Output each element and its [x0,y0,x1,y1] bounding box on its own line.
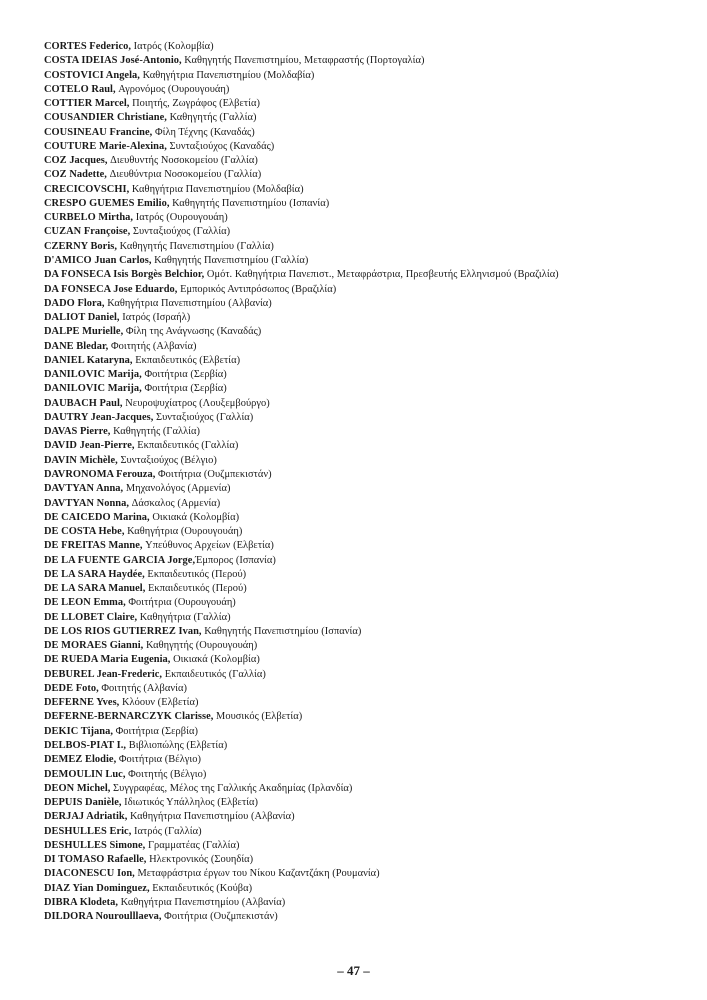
list-item [44,810,684,824]
list-item [44,154,684,168]
entry-name: DIAZ Yian Dominguez, [44,882,150,894]
entry-name: DAVAS Pierre, [44,426,111,438]
entry-description: Καθηγητής Πανεπιστημίου (Ισπανία) [201,625,362,637]
list-item [44,539,684,553]
entry-description: Καθηγήτρια Πανεπιστημίου (Μολδαβία) [139,69,315,81]
list-item [44,639,684,653]
entry-description: Καθηγήτρια (Ουρουγουάη) [124,526,243,538]
list-item [44,183,684,197]
entry-name: DAVRONOMA Ferouza, [44,468,156,480]
list-item [44,554,684,568]
entry-name: DEMOULIN Luc, [44,768,126,780]
entry-name: DE LEON Emma, [44,597,126,609]
entry-name: DE LLOBET Claire, [44,611,138,623]
entry-description: Ιδιωτικός Υπάλληλος (Ελβετία) [121,797,259,809]
entry-description: Φοιτήτρια (Ουρουγουάη) [125,597,236,609]
entry-name: COSTA IDEIAS José-Antonio, [44,55,182,67]
entry-description: Φίλη Τέχνης (Καναδάς) [152,126,255,138]
list-item [44,40,684,54]
list-item [44,382,684,396]
entry-description: Εκπαιδευτικός (Περού) [144,568,247,580]
entry-description: Φοιτήτρια (Βέλγιο) [116,754,202,766]
page-number: – 47 – [337,963,370,978]
entry-name: DIBRA Klodeta, [44,896,119,908]
list-item [44,254,684,268]
entry-description: Μουσικός (Ελβετία) [213,711,303,723]
entry-name: DANIEL Kataryna, [44,354,133,366]
entry-name: DA FONSECA Isis Borgès Belchior, [44,269,205,281]
entry-name: CURBELO Mirtha, [44,212,134,224]
entry-description: Φοιτητής (Αλβανία) [98,682,187,694]
entry-description: Ποιητής, Ζωγράφος (Ελβετία) [129,98,260,110]
entry-description: Καθηγητής (Γαλλία) [110,426,201,438]
entry-name: DE LA SARA Manuel, [44,583,146,595]
entry-name: DEON Michel, [44,782,111,794]
entry-name: DE CAICEDO Marina, [44,511,150,523]
entry-name: CRECICOVSCHI, [44,183,130,195]
entry-description: Γραμματέας (Γαλλία) [145,839,240,851]
entry-description: Εκπαιδευτικός (Γαλλία) [162,668,266,680]
list-item [44,454,684,468]
entry-description: Καθηγητής Πανεπιστημίου, Μεταφραστής (Πορτογαλία) [181,55,425,67]
entry-description: Φοιτήτρια (Ουζμπεκιστάν) [155,468,272,480]
entry-description: Εκπαιδευτικός (Κούβα) [149,882,253,894]
entry-name: COUTURE Marie-Alexina, [44,140,167,152]
entry-description: Βιβλιοπώλης (Ελβετία) [126,740,228,752]
entry-description: Εμπορικός Αντιπρόσωπος (Βραζιλία) [177,283,337,295]
entry-name: CRESPO GUEMES Emilio, [44,197,170,209]
entry-name: DEPUIS Danièle, [44,797,122,809]
entry-name: DE COSTA Hebe, [44,526,125,538]
list-item [44,853,684,867]
entry-description: Εκπαιδευτικός (Ελβετία) [132,354,241,366]
entry-description: Διευθύντρια Νοσοκομείου (Γαλλία) [106,169,262,181]
entry-name: DESHULLES Simone, [44,839,146,851]
entry-description: Κλόουν (Ελβετία) [119,697,199,709]
entry-name: DAVTYAN Anna, [44,483,124,495]
entry-description: Καθηγητής Πανεπιστημίου (Γαλλία) [117,240,274,252]
entry-name: DI TOMASO Rafaelle, [44,854,147,866]
entry-name: CUZAN Françoise, [44,226,131,238]
entry-description: Ιατρός (Ισραήλ) [119,312,191,324]
entry-name: DALIOT Daniel, [44,312,120,324]
entry-name: D'AMICO Juan Carlos, [44,254,152,266]
list-item [44,625,684,639]
entry-description: Καθηγήτρια Πανεπιστημίου (Αλβανία) [104,297,272,309]
entry-description: Ομότ. Καθηγήτρια Πανεπιστ., Μεταφράστρια, Πρεσβευτής Ελληνισμού (Βραζιλία) [204,269,559,281]
list-item [44,211,684,225]
entry-description: Καθηγητής (Γαλλία) [166,112,257,124]
list-item [44,368,684,382]
entry-description: Συγγραφέας, Μέλος της Γαλλικής Ακαδημίας (Ιρλανδία) [110,782,353,794]
list-item [44,839,684,853]
entry-description: Φοιτήτρια (Σερβία) [141,383,227,395]
entry-description: Νευροψυχίατρος (Λουξεμβούργο) [122,397,270,409]
entry-name: DILDORA Nouroulllaeva, [44,911,162,923]
list-item [44,725,684,739]
entry-name: DAVID Jean-Pierre, [44,440,135,452]
list-item [44,596,684,610]
list-item [44,325,684,339]
list-item [44,753,684,767]
entry-description: Έμπορος (Ισπανία) [195,554,276,566]
entry-name: DEDE Foto, [44,682,99,694]
list-item [44,225,684,239]
list-item [44,268,684,282]
entry-description: Μηχανολόγος (Αρμενία) [123,483,231,495]
list-item [44,696,684,710]
list-item [44,525,684,539]
entry-description: Συνταξιούχος (Βέλγιο) [117,454,217,466]
entry-description: Εκπαιδευτικός (Περού) [145,583,247,595]
entry-name: COUSINEAU Francine, [44,126,153,138]
entry-description: Φοιτήτρια (Σερβία) [112,725,198,737]
list-item [44,69,684,83]
entry-description: Φίλη της Ανάγνωσης (Καναδάς) [123,326,262,338]
entry-description: Υπεύθυνος Αρχείων (Ελβετία) [142,540,274,552]
list-item [44,140,684,154]
entry-name: CORTES Federico, [44,41,132,52]
entry-name: DELBOS-PIAT I., [44,740,127,752]
list-item [44,482,684,496]
entry-name: DE LA FUENTE GARCIA Jorge, [44,554,196,566]
entry-description: Καθηγητής (Ουρουγουάη) [143,640,258,652]
entry-description: Μεταφράστρια έργων του Νίκου Καζαντζάκη (Ρουμανία) [134,868,380,880]
list-item [44,511,684,525]
name-list [44,40,684,924]
list-item [44,568,684,582]
entry-name: DALPE Murielle, [44,326,124,338]
entry-name: COUSANDIER Christiane, [44,112,167,124]
entry-description: Δάσκαλος (Αρμενία) [129,497,221,509]
list-item [44,468,684,482]
entry-description: Ιατρός (Γαλλία) [131,825,202,837]
entry-name: DERJAJ Adriatik, [44,811,128,823]
list-item [44,297,684,311]
list-item [44,439,684,453]
list-item [44,653,684,667]
entry-name: DEFERNE-BERNARCZYK Clarisse, [44,711,214,723]
list-item [44,340,684,354]
entry-name: DA FONSECA Jose Eduardo, [44,283,178,295]
entry-description: Καθηγήτρια Πανεπιστημίου (Αλβανία) [127,811,295,823]
entry-name: COZ Jacques, [44,155,108,167]
entry-description: Φοιτήτρια (Ουζμπεκιστάν) [161,911,278,923]
list-item [44,97,684,111]
entry-description: Καθηγήτρια (Γαλλία) [137,611,231,623]
entry-description: Φοιτητής (Βέλγιο) [125,768,207,780]
entry-name: DE LA SARA Haydée, [44,568,145,580]
list-item [44,611,684,625]
list-item [44,796,684,810]
list-item [44,411,684,425]
entry-name: DAUBACH Paul, [44,397,123,409]
list-item [44,425,684,439]
entry-name: DE LOS RIOS GUTIERREZ Ivan, [44,625,202,637]
list-item [44,825,684,839]
entry-description: Καθηγητής Πανεπιστημίου (Γαλλία) [151,254,309,266]
list-item [44,582,684,596]
entry-name: DEKIC Tijana, [44,725,113,737]
entry-name: COZ Nadette, [44,169,107,181]
entry-description: Οικιακά (Κολομβία) [149,511,240,523]
entry-description: Συνταξιούχος (Γαλλία) [130,226,231,238]
entry-name: DIACONESCU Ion, [44,868,135,880]
list-item [44,397,684,411]
entry-description: Συνταξιούχος (Καναδάς) [166,140,275,152]
entry-name: COTTIER Marcel, [44,98,130,110]
entry-name: COSTOVICI Angela, [44,69,140,81]
list-item [44,497,684,511]
entry-description: Ηλεκτρονικός (Σουηδία) [146,854,254,866]
list-item [44,882,684,896]
entry-description: Αγρονόμος (Ουρουγουάη) [115,83,230,95]
list-item [44,768,684,782]
list-item [44,867,684,881]
entry-name: CZERNY Boris, [44,240,118,252]
list-item [44,668,684,682]
entry-name: DE FREITAS Manne, [44,540,143,552]
entry-name: DEFERNE Yves, [44,697,120,709]
list-item [44,896,684,910]
list-item [44,682,684,696]
entry-description: Καθηγήτρια Πανεπιστημίου (Αλβανία) [118,896,286,908]
entry-name: DANILOVIC Marija, [44,383,142,395]
entry-name: DAVIN Michèle, [44,454,118,466]
list-item [44,311,684,325]
entry-description: Ιατρός (Ουρουγουάη) [133,212,228,224]
entry-name: DEMEZ Elodie, [44,754,117,766]
entry-description: Φοιτητής (Αλβανία) [108,340,197,352]
list-item [44,168,684,182]
list-item [44,197,684,211]
list-item [44,83,684,97]
entry-name: DANILOVIC Marija, [44,369,142,381]
entry-name: DAVTYAN Nonna, [44,497,130,509]
entry-name: DANE Bledar, [44,340,109,352]
list-item [44,283,684,297]
entry-description: Οικιακά (Κολομβία) [170,654,260,666]
entry-description: Συνταξιούχος (Γαλλία) [153,411,254,423]
entry-description: Καθηγήτρια Πανεπιστημίου (Μολδαβία) [129,183,304,195]
list-item [44,354,684,368]
list-item [44,710,684,724]
entry-description: Καθηγητής Πανεπιστημίου (Ισπανία) [169,197,330,209]
list-item [44,111,684,125]
list-item [44,240,684,254]
list-item [44,126,684,140]
list-item [44,782,684,796]
list-item [44,54,684,68]
entry-name: DADO Flora, [44,297,105,309]
entry-name: DESHULLES Eric, [44,825,132,837]
entry-description: Διευθυντής Νοσοκομείου (Γαλλία) [107,155,258,167]
list-item [44,739,684,753]
entry-name: DE MORAES Gianni, [44,640,144,652]
entry-description: Φοιτήτρια (Σερβία) [141,369,227,381]
entry-description: Ιατρός (Κολομβία) [131,41,214,52]
entry-description: Εκπαιδευτικός (Γαλλία) [134,440,239,452]
entry-name: DEBUREL Jean-Frederic, [44,668,163,680]
entry-name: DE RUEDA Maria Eugenia, [44,654,171,666]
entry-name: DAUTRY Jean-Jacques, [44,411,154,423]
list-item [44,910,684,924]
entry-name: COTELO Raul, [44,83,116,95]
